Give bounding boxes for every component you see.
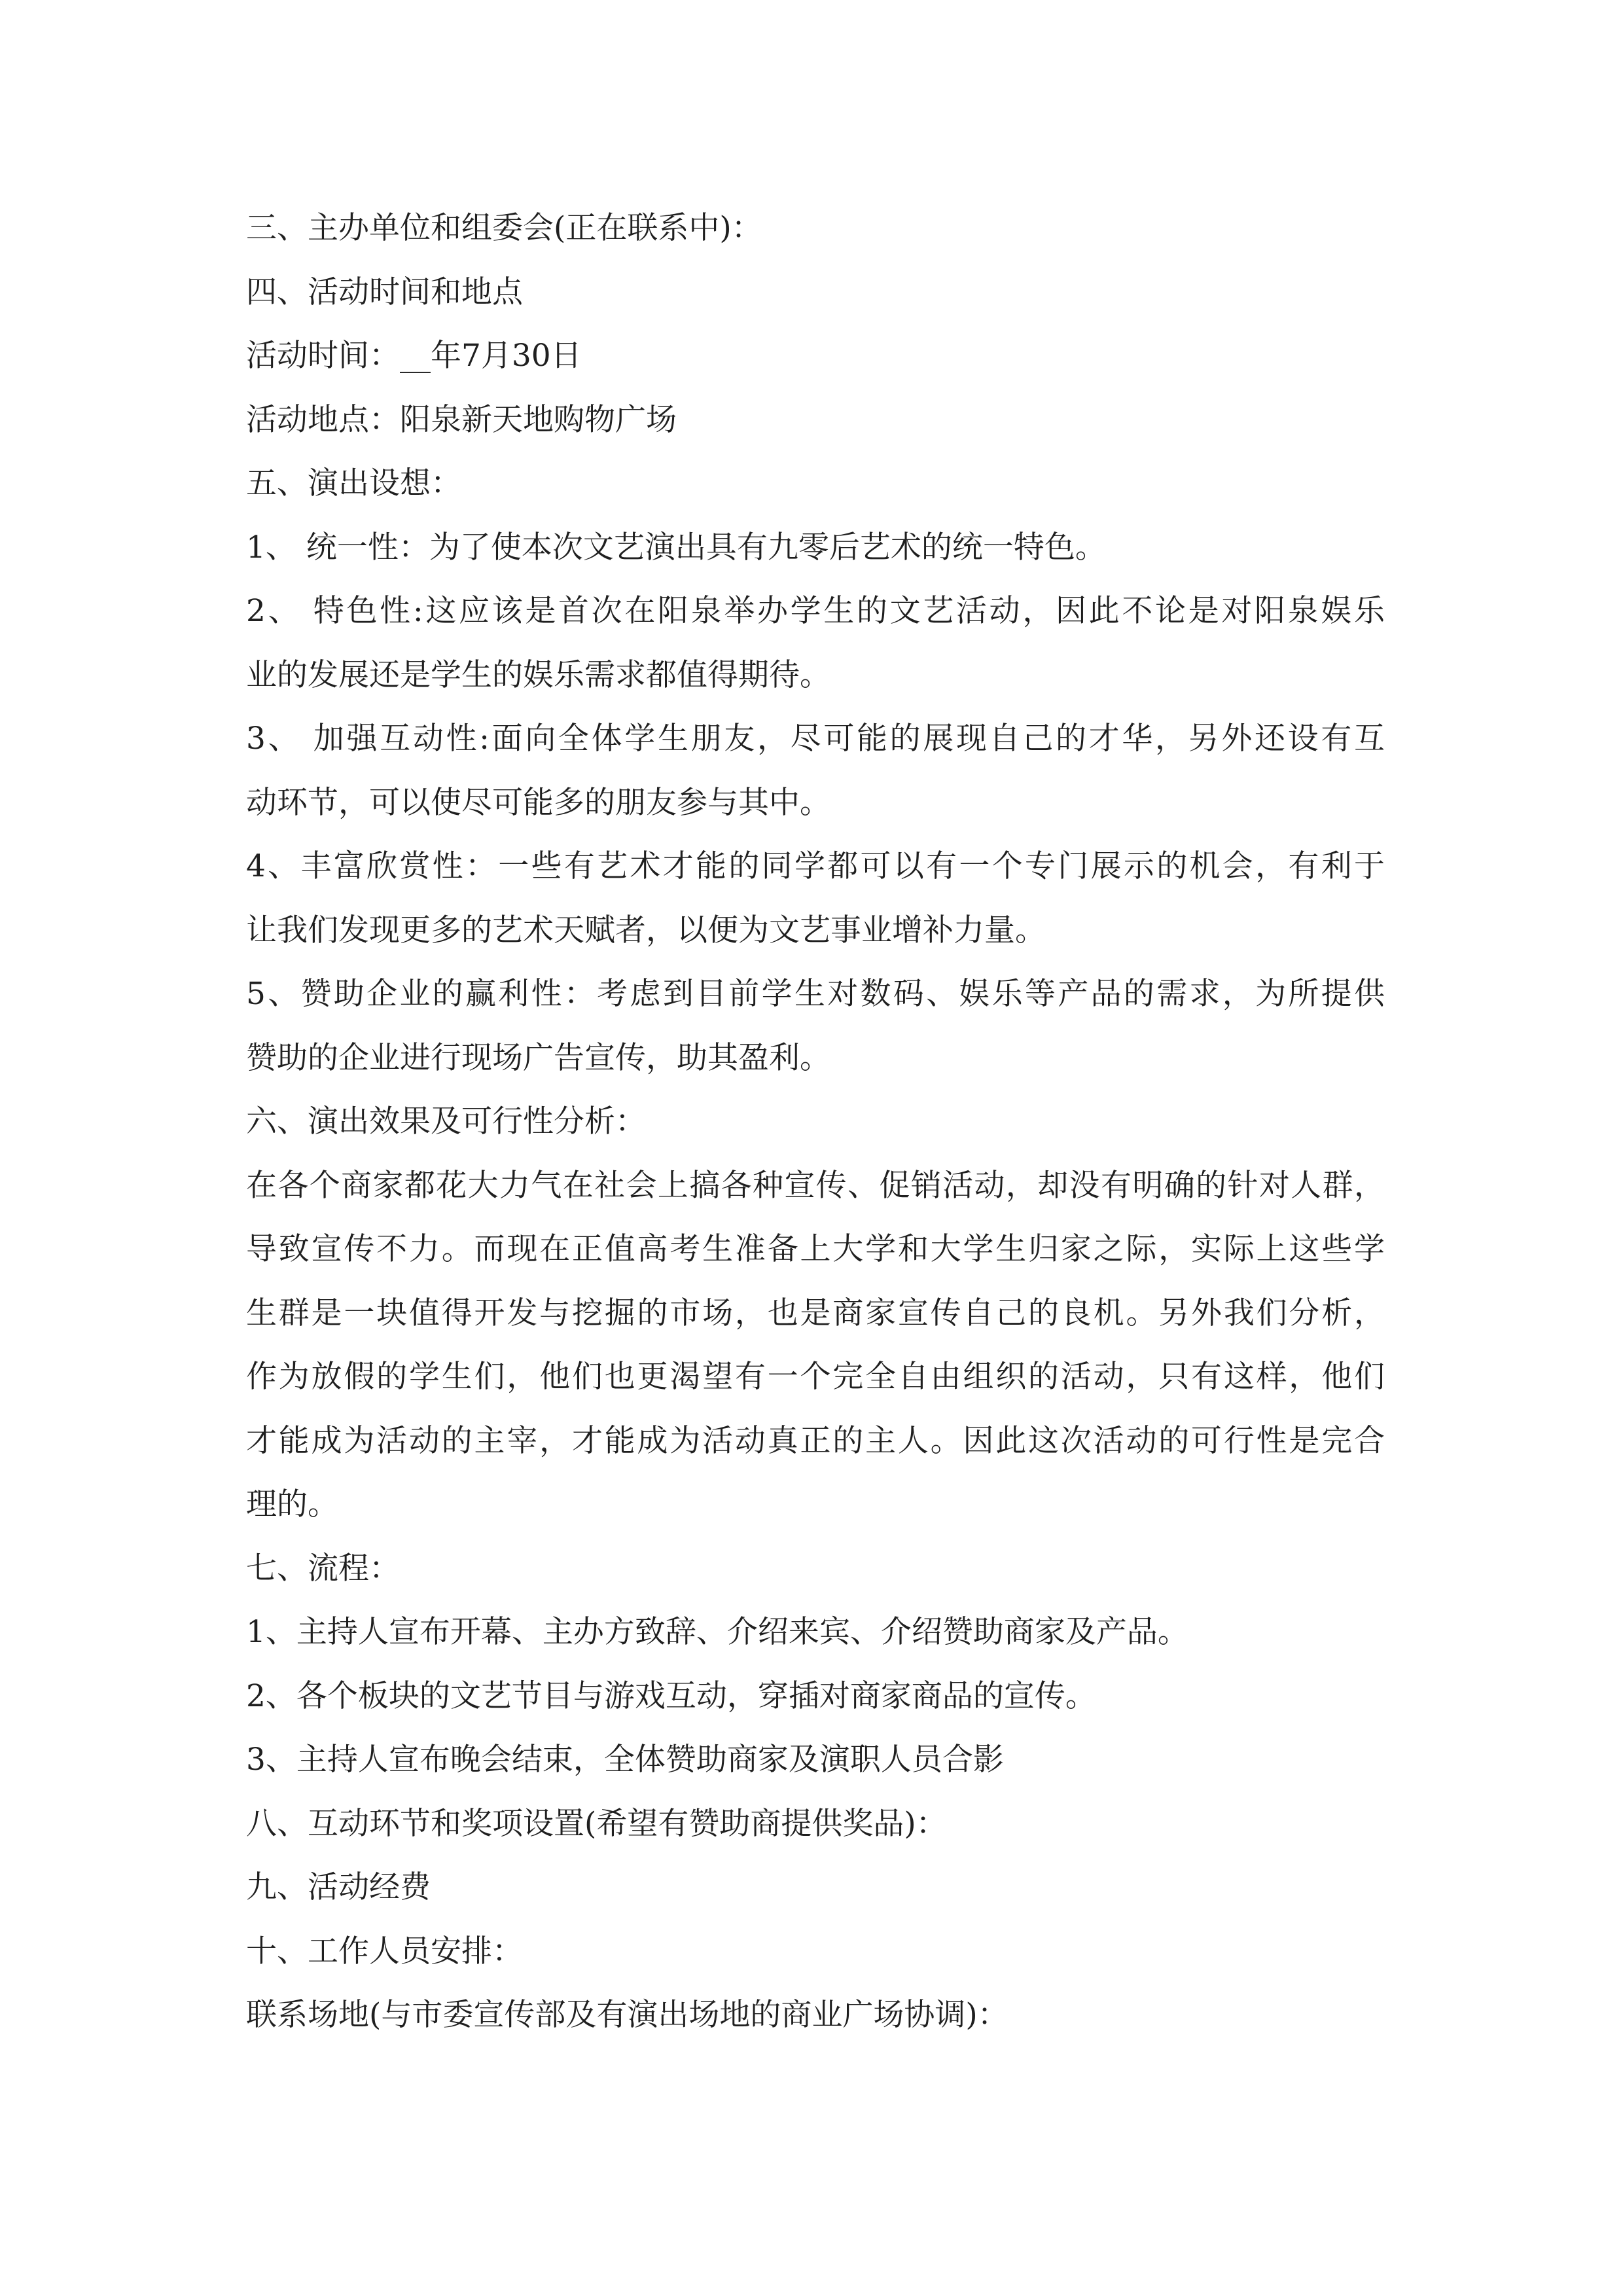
venue-contact: 联系场地(与市委宣传部及有演出场地的商业广场协调)： xyxy=(246,1997,1008,2033)
heading-process: 七、流程： xyxy=(246,1550,400,1587)
list-item: 4、丰富欣赏性：一些有艺术才能的同学都可以有一个专门展示的机会，有利于 xyxy=(246,848,1385,884)
list-item-continuation: 动环节，可以使尽可能多的朋友参与其中。 xyxy=(246,784,830,821)
heading-budget: 九、活动经费 xyxy=(246,1869,431,1905)
event-time: 活动时间：__年7月30日 xyxy=(246,338,582,374)
list-item: 1、 统一性：为了使本次文艺演出具有九零后艺术的统一特色。 xyxy=(246,529,1106,565)
list-item: 1、主持人宣布开幕、主办方致辞、介绍来宾、介绍赞助商家及产品。 xyxy=(246,1614,1188,1650)
paragraph-line: 导致宣传不力。而现在正值高考生准备上大学和大学生归家之际，实际上这些学 xyxy=(246,1231,1385,1267)
paragraph-line: 作为放假的学生们，他们也更渴望有一个完全自由组织的活动，只有这样，他们 xyxy=(246,1359,1385,1395)
list-item-continuation: 业的发展还是学生的娱乐需求都值得期待。 xyxy=(246,656,830,693)
list-item-continuation: 让我们发现更多的艺术天赋者，以便为文艺事业增补力量。 xyxy=(246,912,1046,948)
heading-time-place: 四、活动时间和地点 xyxy=(246,274,523,310)
paragraph-line: 理的。 xyxy=(246,1486,338,1522)
heading-interaction-awards: 八、互动环节和奖项设置(希望有赞助商提供奖品)： xyxy=(246,1805,947,1842)
heading-staff: 十、工作人员安排： xyxy=(246,1933,523,1969)
paragraph-line: 才能成为活动的主宰，才能成为活动真正的主人。因此这次活动的可行性是完合 xyxy=(246,1422,1385,1459)
paragraph-line: 在各个商家都花大力气在社会上搞各种宣传、促销活动，却没有明确的针对人群， xyxy=(246,1167,1385,1204)
paragraph-line: 生群是一块值得开发与挖掘的市场，也是商家宣传自己的良机。另外我们分析， xyxy=(246,1295,1385,1331)
heading-performance-ideas: 五、演出设想： xyxy=(246,465,461,501)
list-item: 5、赞助企业的赢利性：考虑到目前学生对数码、娱乐等产品的需求，为所提供 xyxy=(246,976,1385,1012)
list-item: 2、 特色性:这应该是首次在阳泉举办学生的文艺活动，因此不论是对阳泉娱乐 xyxy=(246,593,1385,629)
event-place: 活动地点：阳泉新天地购物广场 xyxy=(246,401,677,438)
heading-feasibility: 六、演出效果及可行性分析： xyxy=(246,1103,646,1139)
list-item: 3、 加强互动性:面向全体学生朋友，尽可能的展现自己的才华，另外还设有互 xyxy=(246,721,1385,757)
list-item: 2、各个板块的文艺节目与游戏互动，穿插对商家商品的宣传。 xyxy=(246,1677,1096,1714)
heading-organizers: 三、主办单位和组委会(正在联系中)： xyxy=(246,210,762,246)
list-item-continuation: 赞助的企业进行现场广告宣传，助其盈利。 xyxy=(246,1039,830,1076)
document-body xyxy=(246,196,1385,2047)
list-item: 3、主持人宣布晚会结束，全体赞助商家及演职人员合影 xyxy=(246,1742,1004,1778)
